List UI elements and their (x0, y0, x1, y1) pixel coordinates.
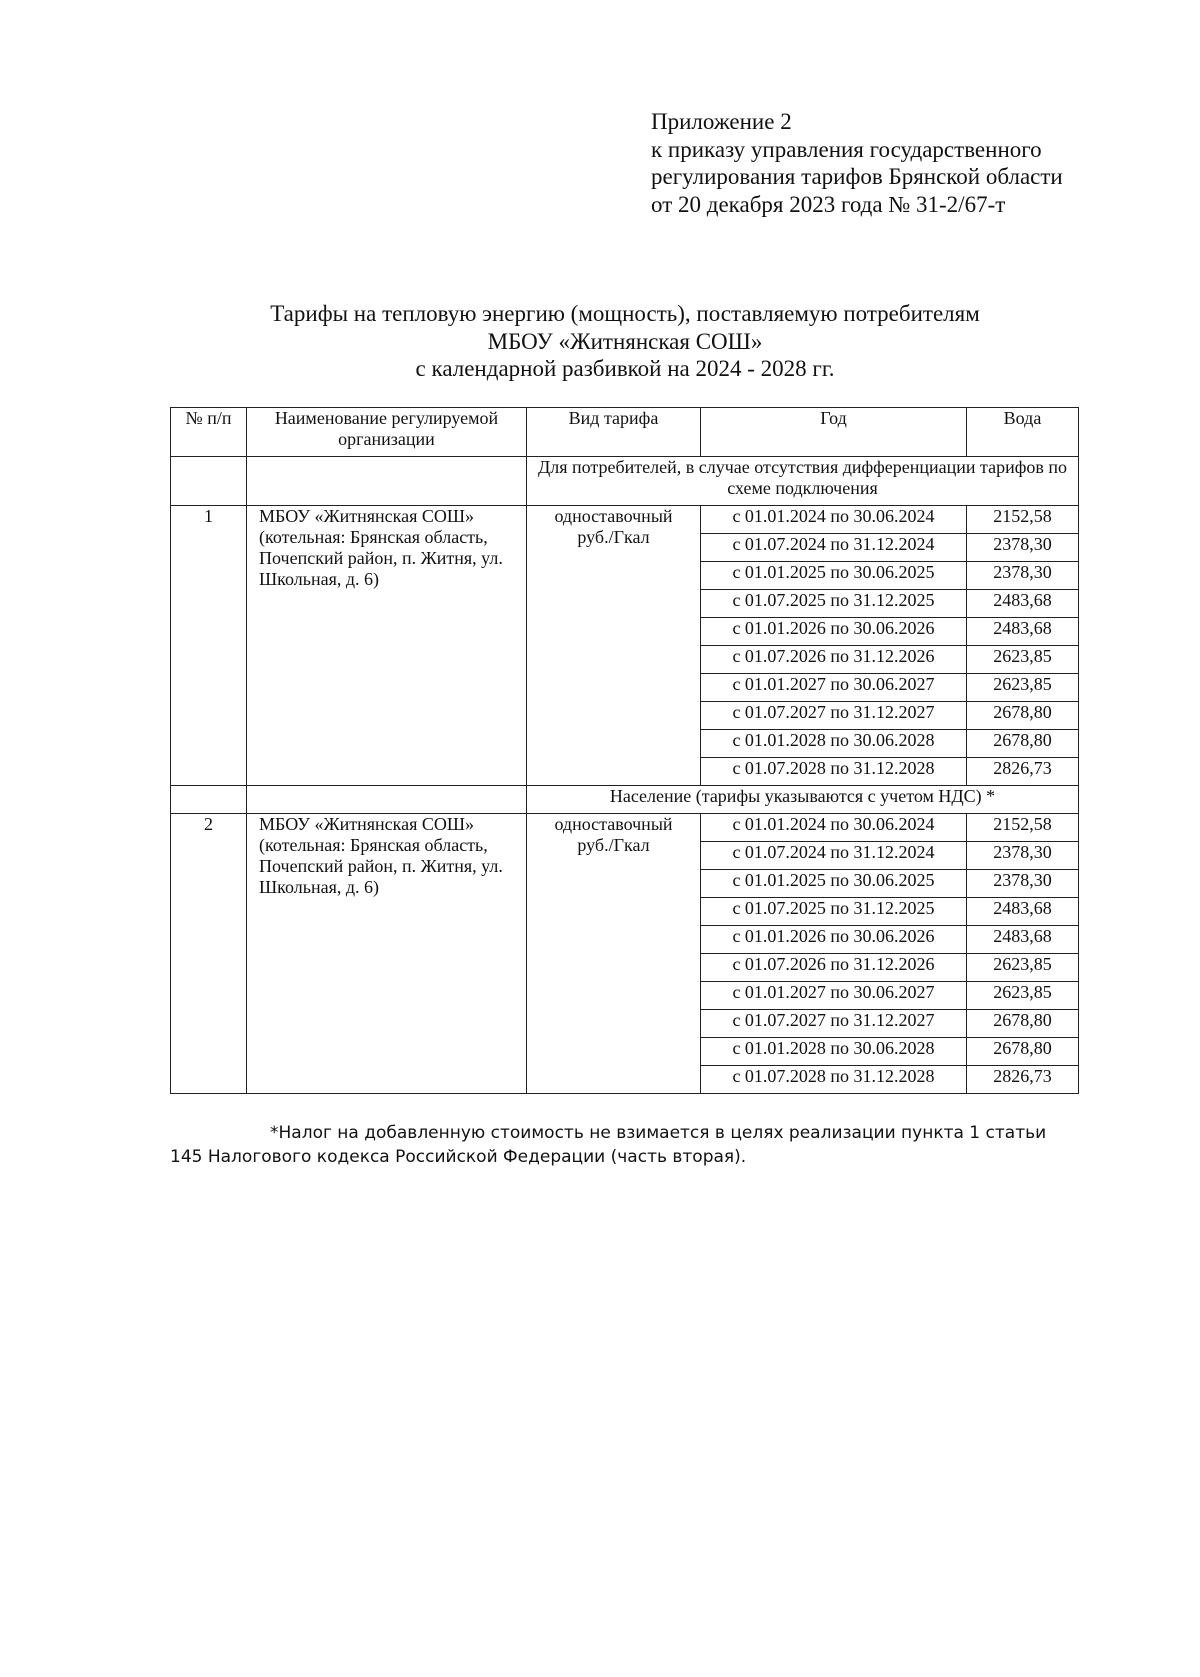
period-cell: с 01.01.2025 по 30.06.2025 (701, 562, 967, 590)
row-number: 1 (171, 506, 247, 786)
tariff-value-cell: 2152,58 (967, 506, 1079, 534)
organization-name: МБОУ «Житнянская СОШ» (котельная: Брянская область, Почепский район, п. Житня, ул. Школьная, д. 6) (247, 814, 527, 1094)
title-line: с календарной разбивкой на 2024 - 2028 гг. (415, 356, 835, 381)
empty-cell (171, 786, 247, 814)
header-no: № п/п (171, 408, 247, 457)
tariff-type: одноставочный руб./Гкал (527, 506, 701, 786)
tariff-table (170, 407, 1079, 1094)
period-cell: с 01.07.2025 по 31.12.2025 (701, 590, 967, 618)
tariff-value-cell: 2378,30 (967, 562, 1079, 590)
table-row (171, 506, 1079, 534)
tariff-value-cell: 2623,85 (967, 674, 1079, 702)
appendix-reference (651, 108, 1063, 218)
row-number: 2 (171, 814, 247, 1094)
tariff-value-cell: 2623,85 (967, 954, 1079, 982)
tariff-value-cell: 2623,85 (967, 646, 1079, 674)
tariff-value-cell: 2678,80 (967, 702, 1079, 730)
period-cell: с 01.01.2027 по 30.06.2027 (701, 674, 967, 702)
period-cell: с 01.01.2026 по 30.06.2026 (701, 618, 967, 646)
appendix-line: к приказу управления государственного (651, 136, 1042, 162)
tariff-value-cell: 2826,73 (967, 758, 1079, 786)
period-cell: с 01.07.2027 по 31.12.2027 (701, 1010, 967, 1038)
title-line: МБОУ «Житнянская СОШ» (487, 328, 763, 354)
header-year: Год (701, 408, 967, 457)
tariff-value-cell: 2378,30 (967, 842, 1079, 870)
tariff-value-cell: 2483,68 (967, 590, 1079, 618)
period-cell: с 01.01.2024 по 30.06.2024 (701, 814, 967, 842)
empty-cell (247, 457, 527, 506)
tariff-value-cell: 2378,30 (967, 534, 1079, 562)
period-cell: с 01.01.2026 по 30.06.2026 (701, 926, 967, 954)
table-header-row (171, 408, 1079, 457)
header-water: Вода (967, 408, 1079, 457)
section-heading-row (171, 786, 1079, 814)
period-cell: с 01.01.2025 по 30.06.2025 (701, 870, 967, 898)
organization-name: МБОУ «Житнянская СОШ» (котельная: Брянская область, Почепский район, п. Житня, ул. Школьная, д. 6) (247, 506, 527, 786)
appendix-line: Приложение 2 (651, 109, 792, 134)
tariff-value-cell: 2678,80 (967, 730, 1079, 758)
tariff-value-cell: 2678,80 (967, 1038, 1079, 1066)
table-row (171, 814, 1079, 842)
period-cell: с 01.07.2025 по 31.12.2025 (701, 898, 967, 926)
tariff-value-cell: 2483,68 (967, 898, 1079, 926)
period-cell: с 01.07.2024 по 31.12.2024 (701, 534, 967, 562)
period-cell: с 01.07.2026 по 31.12.2026 (701, 954, 967, 982)
period-cell: с 01.01.2028 по 30.06.2028 (701, 1038, 967, 1066)
period-cell: с 01.01.2024 по 30.06.2024 (701, 506, 967, 534)
empty-cell (247, 786, 527, 814)
period-cell: с 01.07.2026 по 31.12.2026 (701, 646, 967, 674)
tariff-value-cell: 2152,58 (967, 814, 1079, 842)
tariff-value-cell: 2826,73 (967, 1066, 1079, 1094)
tariff-value-cell: 2483,68 (967, 926, 1079, 954)
document-title (160, 300, 1090, 383)
header-type: Вид тарифа (527, 408, 701, 457)
tariff-type: одноставочный руб./Гкал (527, 814, 701, 1094)
section-heading: Для потребителей, в случае отсутствия дифференциации тарифов по схеме подключения (527, 457, 1079, 506)
tariff-value-cell: 2378,30 (967, 870, 1079, 898)
tariff-value-cell: 2678,80 (967, 1010, 1079, 1038)
header-org: Наименование регулируемой организации (247, 408, 527, 457)
footnote: *Налог на добавленную стоимость не взимается в целях реализации пункта 1 статьи 145 Налогового кодекса Российской Федерации (часть вторая). (170, 1123, 1047, 1167)
appendix-line: от 20 декабря 2023 года № 31-2/67-т (651, 191, 1006, 217)
period-cell: с 01.07.2028 по 31.12.2028 (701, 758, 967, 786)
period-cell: с 01.01.2028 по 30.06.2028 (701, 730, 967, 758)
appendix-line: регулирования тарифов Брянской области (651, 164, 1063, 189)
tariff-value-cell: 2623,85 (967, 982, 1079, 1010)
table-body (171, 457, 1079, 1094)
empty-cell (171, 457, 247, 506)
section-heading: Население (тарифы указываются с учетом НДС) * (527, 786, 1079, 814)
period-cell: с 01.07.2027 по 31.12.2027 (701, 702, 967, 730)
tariff-value-cell: 2483,68 (967, 618, 1079, 646)
period-cell: с 01.01.2027 по 30.06.2027 (701, 982, 967, 1010)
period-cell: с 01.07.2028 по 31.12.2028 (701, 1066, 967, 1094)
title-line: Тарифы на тепловую энергию (мощность), поставляемую потребителям (270, 301, 980, 326)
section-heading-row (171, 457, 1079, 506)
period-cell: с 01.07.2024 по 31.12.2024 (701, 842, 967, 870)
